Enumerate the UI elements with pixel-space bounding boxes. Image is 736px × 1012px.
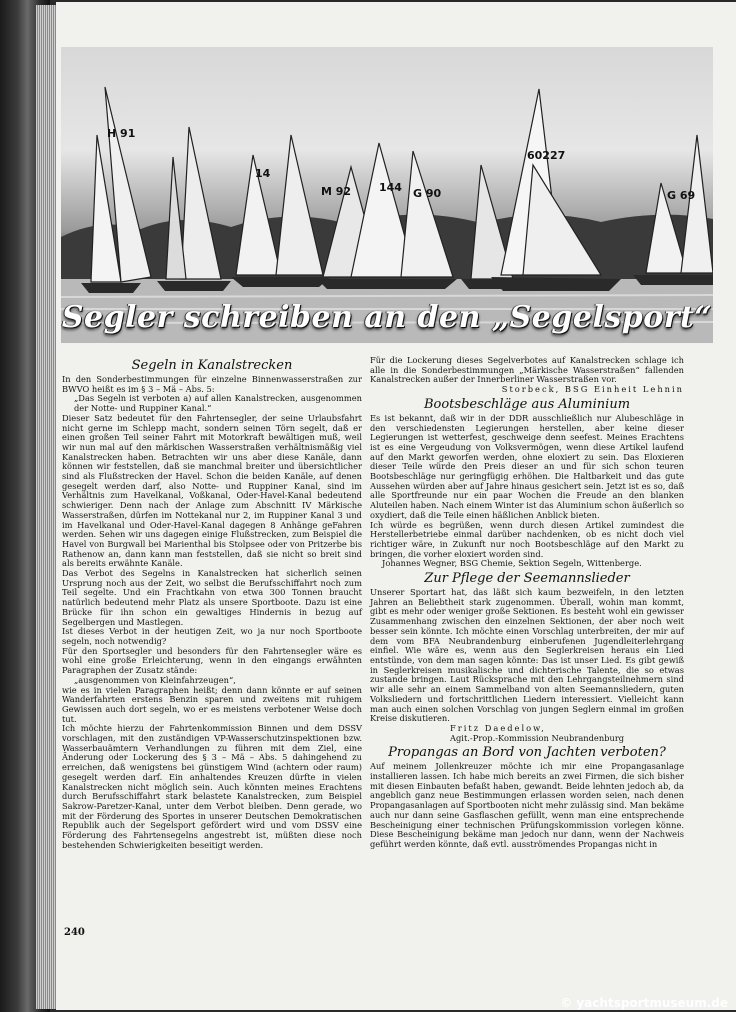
watermark: © yachtsportmuseum.de	[560, 996, 728, 1010]
quote: „ausgenommen von Kleinfahrzeugen“,	[74, 674, 236, 685]
sail-number: H 91	[107, 127, 136, 140]
section-title: Segeln in Kanalstrecken	[131, 358, 293, 373]
sail-number: G 90	[413, 187, 442, 200]
paragraph: Unserer Sportart hat, das läßt sich kaum bezweifeln, in den letzten Jahren an Beliebtheit stark zugenommen. Überall, wohin man kommt, gibt es mehr oder weniger große Sektionen. Es besteht wohl ein gewisser Zusammenhang zwischen den einzelnen Sektionen, der aber noch weit besser sein könnte. Ich möchte einen Vorschlag unterbreiten, der mir auf dem vom BFA Neubrandenburg einberufenen Jugendleiterlehrgang einfiel. Wie wäre es, wenn aus den Seglerkreisen heraus ein Lied entstünde, von dem man sagen könnte: Das ist unser Lied. Es gibt gewiß in Seglerkreisen musikalische und dichterische Talente, die so etwas zustande bringen. Laut Rücksprache mit den Lehrgangsteilnehmern sind wir alle sehr an einem Sammelband von alten Seemannsliedern, guten Volksliedern und fortschrittlichen Liedern interessiert. Vielleicht kann man auch einen solchen Vorschlag von jungen Seglern einmal im großen Kreise diskutieren.	[370, 587, 684, 724]
sail-number: 14	[255, 167, 271, 180]
right-column	[370, 356, 684, 850]
sail-number: M 92	[321, 185, 352, 198]
page-number: 240	[64, 927, 85, 938]
signature: Storbeck, BSG Einheit Lehnin	[501, 384, 684, 395]
sail-number: G 69	[667, 189, 696, 202]
paragraph: Auf meinem Jollenkreuzer möchte ich mir eine Propangasanlage installieren lassen. Ich habe mich bereits an zwei Firmen, die sich bisher mit diesen Einbauten befaßt haben, gewandt. Beide lehnten jedoch ab, da angeblich ganz neue Bestimmungen erlassen worden seien, nach denen Propangasanlagen auf Sportbooten nicht mehr zulässig sind. Man bekäme auch nur dann seine Gasflaschen gefüllt, wenn man eine entsprechende Bescheinigung einer technischen Prüfungskommission vorlegen könne. Diese Bescheinigung bekäme man jedoch nur dann, wenn der Nachweis geführt werden könnte, daß evtl. ausströmendes Propangas nicht in	[370, 761, 684, 849]
sail-number: 144	[379, 181, 402, 194]
regatta-photo	[61, 47, 713, 343]
paragraph: Das Verbot des Segelns in Kanalstrecken hat sicherlich seinen Ursprung noch aus der Zeit, wo selbst die Berufsschiffahrt noch zum Teil segelte. Und ein Frachtkahn von etwa 300 Tonnen braucht natürlich bedeutend mehr Platz als unsere Sportboote. Dazu ist eine Brücke für ihn schon ein gewaltiges Hindernis in bezug auf Segelbergen und Mastlegen.	[62, 568, 362, 627]
paragraph: Ist dieses Verbot in der heutigen Zeit, wo ja nur noch Sportboote segeln, noch notwendig?	[62, 626, 362, 646]
headline: Segler schreiben an den „Segelsport“	[61, 300, 713, 335]
left-column	[62, 356, 362, 850]
section-title: Zur Pflege der Seemannslieder	[424, 571, 630, 587]
sail-number: 60227	[527, 149, 566, 162]
paragraph: Dieser Satz bedeutet für den Fahrtensegler, der seine Urlaubsfahrt nicht gerne im Schlepp macht, sondern seinen Törn segelt, daß er einen großen Teil seiner Fahrt mit Motorkraft bewältigen muß, weil wir nun mal auf den märkischen Wasserstraßen verhältnismäßig viel Kanalstrecken haben. Betrachten wir uns aber diese Kanäle, dann können wir feststellen, daß sie manchmal breiter und übersichtlicher sind als Flußstrecken der Havel. Schon die beiden Kanäle, auf denen gesegelt werden darf, also Notte- und Ruppiner Kanal, sind im Verhältnis zum Havelkanal, Voßkanal, Oder-Havel-Kanal bedeutend schwieriger. Denn nach der Anlage zum Abschnitt IV Märkische Wasserstraßen, dürfen im Nottekanal nur 2, im Ruppiner Kanal 3 und im Havelkanal und Oder-Havel-Kanal dagegen 8 Anhänge geFahren werden. Sehen wir uns dagegen einige Flußstrecken, zum Beispiel die Havel von Burgwall bei Marienthal bis Stolpsee oder von Pritzerbe bis Rathenow an, dann kann man feststellen, daß sie nicht so breit sind als bereits erwähnte Kanäle.	[62, 412, 362, 569]
signature: Johannes Wegner, BSG Chemie, Sektion Segeln, Wittenberge.	[382, 558, 642, 569]
paragraph: wie es in vielen Paragraphen heißt; denn dann könnte er auf seinen Wanderfahrten erstens Benzin sparen und zweitens mit ruhigem Gewissen auch dort segeln, wo er es meistens verbotener Weise doch tut.	[62, 684, 362, 724]
sailboats-illustration	[61, 47, 713, 343]
quote: „Das Segeln ist verboten a) auf allen Kanalstrecken, ausgenommen der Notte- und Ruppiner Kanal.“	[74, 393, 362, 414]
signature-organization: Agit.-Prop.-Kommission Neubrandenburg	[450, 732, 625, 743]
paragraph: Für die Lockerung dieses Segelverbotes auf Kanalstrecken schlage ich alle in die Sonderbestimmungen „Märkische Wasserstraßen“ fallenden Kanalstrecken außer der Innerberliner Wasserstraßen vor.	[370, 355, 684, 385]
paragraph: Es ist bekannt, daß wir in der DDR ausschließlich nur Alubeschläge in den verschiedensten Legierungen herstellen, aber keine dieser Legierungen ist wetterfest, geschweige denn seefest. Meines Erachtens ist es eine Vergeudung von Volksvermögen, wenn diese Artikel laufend auf den Markt geworfen werden, ohne eloxiert zu sein. Das Eloxieren dieser Teile würde den Preis dieser an und für sich schon teuren Bootsbeschläge nur geringfügig erhöhen. Die Haltbarkeit und das gute Aussehen würden aber auf Jahre hinaus gesichert sein. Jetzt ist es so, daß alle Sportfreunde nur ein paar Wochen die Freude an den blanken Aluteilen haben. Nach einem Winter ist das Aluminium schon äußerlich so oxydiert, daß die Teile einen häßlichen Anblick bieten.	[370, 412, 684, 520]
paragraph: Für den Sportsegler und besonders für den Fahrtensegler wäre es wohl eine große Erleichterung, wenn in den eingangs erwähnten Paragraphen der Zusatz stände:	[62, 645, 362, 676]
section-title: Bootsbeschläge aus Aluminium	[423, 396, 631, 412]
signature: Fritz Daedelow,	[450, 722, 546, 733]
page-edges	[36, 5, 58, 1009]
section-title: Propangas an Bord von Jachten verboten?	[388, 745, 666, 761]
paragraph: Ich möchte hierzu der Fahrtenkommission Binnen und dem DSSV vorschlagen, mit den zuständigen VP-Wasserschutzinspektionen bzw. Wasserbauämtern Verhandlungen zu führen mit dem Ziel, eine Änderung oder Lockerung des § 3 – Mä – Abs. 5 dahingehend zu erreichen, daß wenigstens bei günstigem Wind (achtern oder raum) gesegelt werden darf. Ein anhaltendes Kreuzen dürfte in vielen Kanalstrecken nicht möglich sein. Auch könnten meines Erachtens durch Berufsschiffahrt stark belastete Kanalstrecken, zum Beispiel Sakrow-Paretzer-Kanal, unter dem Verbot bleiben. Denn gerade, wo mit der Förderung des Sportes in unserer Deutschen Demokratischen Republik auch der Segelsport gefördert wird und vom DSSV eine Förderung des Fahrtensegelns angestrebt ist, müßten diese noch bestehenden Schwierigkeiten beseitigt werden.	[62, 723, 362, 850]
paragraph: In den Sonderbestimmungen für einzelne Binnenwasserstraßen zur BWVO heißt es im § 3 – Mä – Abs. 5:	[62, 374, 362, 394]
paragraph: Ich würde es begrüßen, wenn durch diesen Artikel zumindest die Herstellerbetriebe einmal darüber nachdenken, ob es nicht doch viel richtiger wäre, in Zukunft nur noch Bootsbeschläge auf den Markt zu bringen, die vorher eloxiert worden sind.	[370, 519, 684, 559]
